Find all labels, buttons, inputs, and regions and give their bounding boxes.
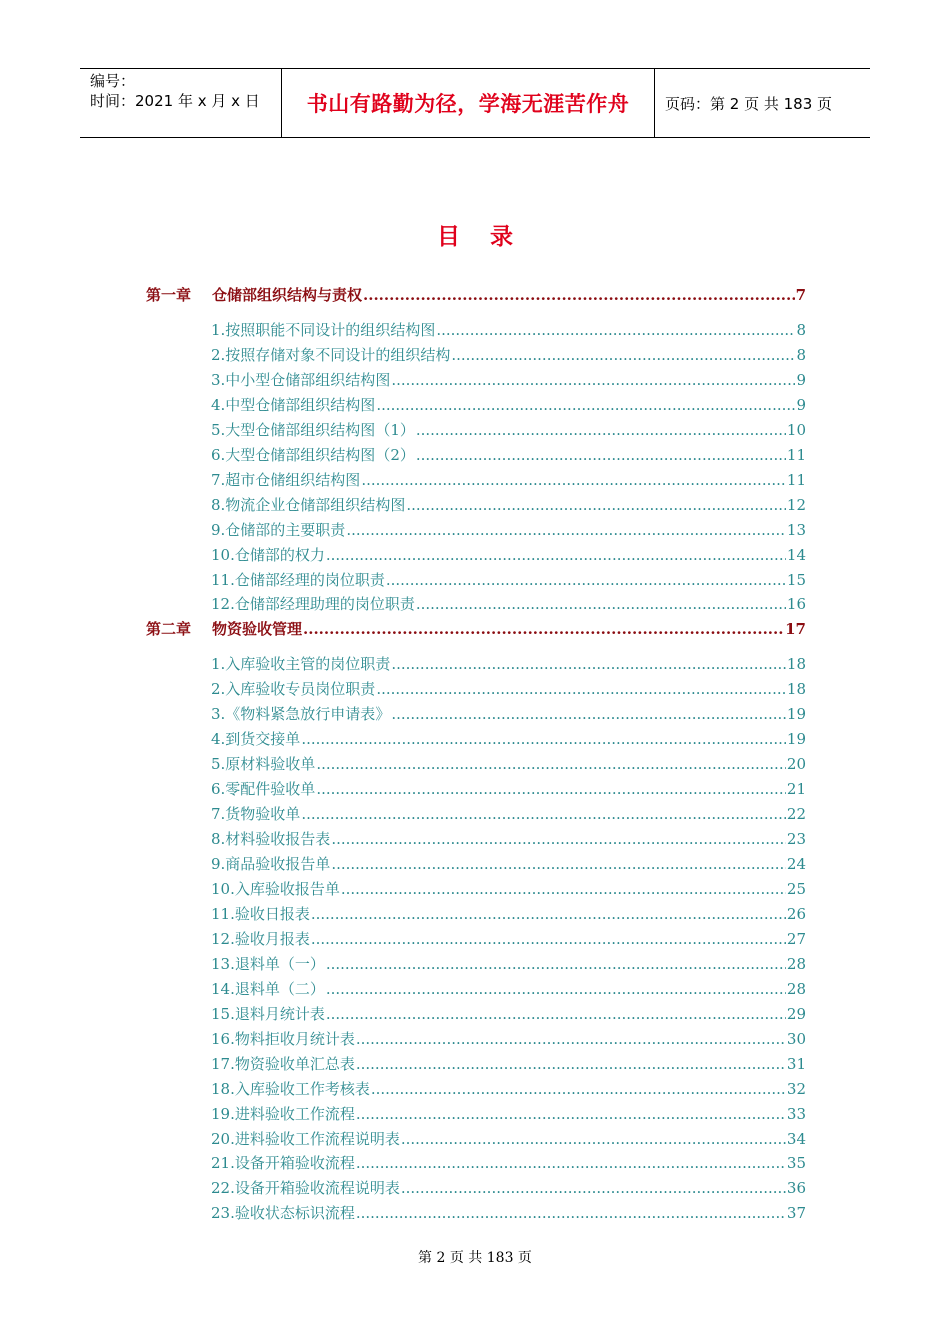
toc-entry-label: 11.验收日报表: [211, 904, 310, 923]
number-label: 编号：: [90, 72, 136, 90]
toc-entry[interactable]: [211, 369, 806, 393]
toc-leader-dots: [376, 396, 795, 414]
toc-page-number: 19: [786, 705, 806, 724]
toc-leader-dots: [301, 805, 786, 823]
toc-leader-dots: [311, 930, 786, 948]
toc-leader-dots: [311, 905, 786, 923]
toc-entry-label: 14.退料单（二）: [211, 979, 325, 998]
toc-entry-label: 19.进料验收工作流程: [211, 1104, 355, 1123]
toc-entry[interactable]: [211, 1177, 806, 1201]
toc-entry-label: 9.商品验收报告单: [211, 855, 331, 873]
toc-page-number: 20: [786, 755, 806, 774]
header-motto: 书山有路勤为径，学海无涯苦作舟: [282, 69, 655, 137]
toc-leader-dots: [416, 595, 786, 613]
header-meta: [80, 69, 282, 137]
toc-page-number: 23: [786, 830, 806, 848]
toc-entry[interactable]: [211, 1103, 806, 1127]
toc-title: 目录: [437, 223, 543, 250]
toc-entry[interactable]: [211, 344, 806, 368]
toc-leader-dots: [401, 1130, 786, 1148]
toc-entry-label: 11.仓储部经理的岗位职责: [211, 570, 385, 589]
toc-leader-dots: [416, 446, 786, 464]
toc-entry[interactable]: [211, 519, 806, 543]
toc-entry-label: 2.按照存储对象不同设计的组织结构: [211, 346, 451, 364]
toc-leader-dots: [356, 1030, 786, 1048]
toc-entry[interactable]: [211, 394, 806, 418]
toc-entry-label: 21.设备开箱验收流程: [211, 1154, 355, 1173]
page-footer: 第 2 页 共 183 页: [418, 1250, 532, 1266]
toc-entry[interactable]: [211, 778, 806, 802]
toc-chapter-title: 物资验收管理: [212, 620, 303, 639]
toc-page-number: 32: [786, 1079, 806, 1098]
toc-entry-label: 12.仓储部经理助理的岗位职责: [211, 595, 415, 614]
toc-entry-label: 23.验收状态标识流程: [211, 1204, 355, 1223]
toc-entry[interactable]: [211, 1202, 806, 1226]
toc-leader-dots: [341, 880, 786, 898]
toc-leader-dots: [361, 471, 786, 489]
toc-entry-label: 3.《物料紧急放行申请表》: [211, 705, 391, 724]
toc-page-number: 35: [786, 1154, 806, 1173]
toc-leader-dots: [401, 1179, 786, 1197]
toc-page-number: 16: [786, 595, 806, 614]
toc-chapter-number: 第二章: [146, 620, 192, 639]
toc-entry-label: 20.进料验收工作流程说明表: [211, 1129, 400, 1148]
toc-chapter-label: [146, 284, 362, 305]
time-label: 时间：2021 年 x 月 x 日: [90, 92, 260, 110]
toc-entry-label: 1.按照职能不同设计的组织结构图: [211, 321, 436, 339]
toc-entry-label: 10.仓储部的权力: [211, 545, 325, 564]
toc-leader-dots: [406, 496, 786, 514]
toc-leader-dots: [451, 346, 795, 364]
toc-entry[interactable]: [211, 469, 806, 493]
toc-entry[interactable]: [211, 928, 806, 952]
toc-page-number: 10: [786, 420, 806, 439]
toc-entry[interactable]: [211, 653, 806, 677]
toc-entry-label: 3.中小型仓储部组织结构图: [211, 370, 391, 389]
toc-entry[interactable]: [211, 1028, 806, 1052]
toc-entry[interactable]: [211, 569, 806, 593]
toc-page-number: 17: [785, 620, 806, 639]
toc-page-number: 14: [786, 545, 806, 564]
toc-chapter-row[interactable]: [146, 618, 806, 642]
toc-leader-dots: [326, 955, 786, 973]
toc-page-number: 9: [796, 395, 806, 414]
toc-page-number: 13: [786, 520, 806, 539]
toc-entry[interactable]: [211, 953, 806, 977]
toc-page-number: 28: [786, 979, 806, 998]
toc-leader-dots: [356, 1055, 786, 1073]
toc-leader-dots: [356, 1105, 786, 1123]
toc-entry-label: 4.中型仓储部组织结构图: [211, 395, 376, 414]
toc-page-number: 18: [786, 680, 806, 699]
toc-page-number: 29: [786, 1004, 806, 1023]
toc-leader-dots: [391, 655, 786, 673]
toc-leader-dots: [436, 321, 795, 339]
toc-entry[interactable]: [211, 1003, 806, 1027]
toc-leader-dots: [326, 980, 786, 998]
toc-entry[interactable]: [211, 319, 806, 343]
toc-entry-label: 2.入库验收专员岗位职责: [211, 680, 376, 699]
toc-entry-label: 5.原材料验收单: [211, 755, 316, 774]
toc-entry-label: 10.入库验收报告单: [211, 880, 340, 898]
toc-entry[interactable]: [211, 753, 806, 777]
toc-page-number: 18: [786, 655, 806, 674]
toc-leader-dots: [346, 521, 786, 539]
toc-entry[interactable]: [211, 444, 806, 468]
toc-entry-label: 9.仓储部的主要职责: [211, 520, 346, 539]
toc-entry-label: 18.入库验收工作考核表: [211, 1079, 370, 1098]
toc-leader-dots: [303, 620, 784, 638]
toc-page-number: 31: [786, 1054, 806, 1073]
toc-page-number: 8: [796, 321, 806, 339]
toc-entry[interactable]: [211, 544, 806, 568]
toc-leader-dots: [363, 286, 795, 304]
toc-chapter-title: 仓储部组织结构与责权: [212, 286, 363, 304]
toc-entry[interactable]: [211, 1128, 806, 1152]
toc-entry[interactable]: [211, 1152, 806, 1176]
toc-entry[interactable]: [211, 1053, 806, 1077]
toc-leader-dots: [356, 1204, 786, 1222]
toc-page-number: 33: [786, 1104, 806, 1123]
toc-entry-label: 5.大型仓储部组织结构图（1）: [211, 420, 415, 439]
toc-entry[interactable]: [211, 419, 806, 443]
toc-page-number: 8: [796, 346, 806, 364]
toc-entry-label: 17.物资验收单汇总表: [211, 1054, 355, 1073]
toc-entry-label: 8.材料验收报告表: [211, 830, 331, 848]
toc-page-number: 19: [786, 730, 806, 749]
toc-entry-label: 16.物料拒收月统计表: [211, 1029, 355, 1048]
toc-page-number: 26: [786, 904, 806, 923]
toc-entry[interactable]: [211, 1078, 806, 1102]
toc-entry[interactable]: [211, 494, 806, 518]
toc-leader-dots: [326, 1005, 786, 1023]
toc-page-number: 34: [786, 1129, 806, 1148]
toc-leader-dots: [376, 680, 786, 698]
toc-page-number: 37: [786, 1204, 806, 1223]
toc-entry[interactable]: [211, 703, 806, 727]
toc-entry-label: 15.退料月统计表: [211, 1004, 325, 1023]
toc-page-number: 22: [786, 805, 806, 824]
toc-page-number: 36: [786, 1179, 806, 1198]
toc-leader-dots: [391, 371, 795, 389]
toc-entry-label: 8.物流企业仓储部组织结构图: [211, 495, 406, 514]
toc-leader-dots: [416, 421, 786, 439]
toc-page-number: 15: [786, 570, 806, 589]
toc-entry[interactable]: [211, 978, 806, 1002]
toc-leader-dots: [386, 571, 786, 589]
toc-leader-dots: [331, 830, 786, 848]
toc-page-number: 25: [786, 880, 806, 898]
toc-entry[interactable]: [211, 878, 806, 902]
toc-entry-label: 4.到货交接单: [211, 730, 301, 749]
toc-entry[interactable]: [211, 903, 806, 927]
toc-entry-label: 1.入库验收主管的岗位职责: [211, 655, 391, 674]
toc-page-number: 11: [786, 445, 806, 464]
toc-leader-dots: [326, 546, 786, 564]
toc-leader-dots: [316, 755, 786, 773]
toc-leader-dots: [301, 730, 786, 748]
toc-leader-dots: [391, 705, 786, 723]
toc-entry[interactable]: [211, 853, 806, 877]
toc-entry[interactable]: [211, 803, 806, 827]
toc-leader-dots: [331, 855, 786, 873]
toc-entry-label: 6.零配件验收单: [211, 780, 316, 799]
toc-entry[interactable]: [211, 828, 806, 852]
toc-leader-dots: [356, 1154, 786, 1172]
toc-entry-label: 13.退料单（一）: [211, 954, 325, 973]
toc-page-number: 9: [796, 370, 806, 389]
toc-page-number: 11: [786, 470, 806, 489]
toc-entry-label: 7.货物验收单: [211, 805, 301, 824]
toc-page-number: 7: [795, 286, 806, 304]
toc-page-number: 28: [786, 954, 806, 973]
toc-page-number: 27: [786, 929, 806, 948]
toc-page-number: 24: [786, 855, 806, 873]
toc-entry-label: 12.验收月报表: [211, 929, 310, 948]
toc-entry-label: 7.超市仓储组织结构图: [211, 470, 361, 489]
toc-entry[interactable]: [211, 593, 806, 617]
toc-entry-label: 6.大型仓储部组织结构图（2）: [211, 445, 415, 464]
toc-entry-label: 22.设备开箱验收流程说明表: [211, 1179, 400, 1198]
page-header: [80, 68, 870, 138]
toc-page-number: 21: [786, 780, 806, 799]
toc-entry[interactable]: [211, 728, 806, 752]
toc-page-number: 30: [786, 1029, 806, 1048]
toc-leader-dots: [316, 780, 786, 798]
toc-leader-dots: [371, 1080, 786, 1098]
toc-chapter-number: 第一章: [146, 286, 192, 304]
toc-entry[interactable]: [211, 678, 806, 702]
toc-chapter-row[interactable]: [146, 284, 806, 308]
toc-page-number: 12: [786, 495, 806, 514]
toc-chapter-label: [146, 618, 302, 639]
header-page-info: 页码：第 2 页 共 183 页: [665, 94, 833, 113]
